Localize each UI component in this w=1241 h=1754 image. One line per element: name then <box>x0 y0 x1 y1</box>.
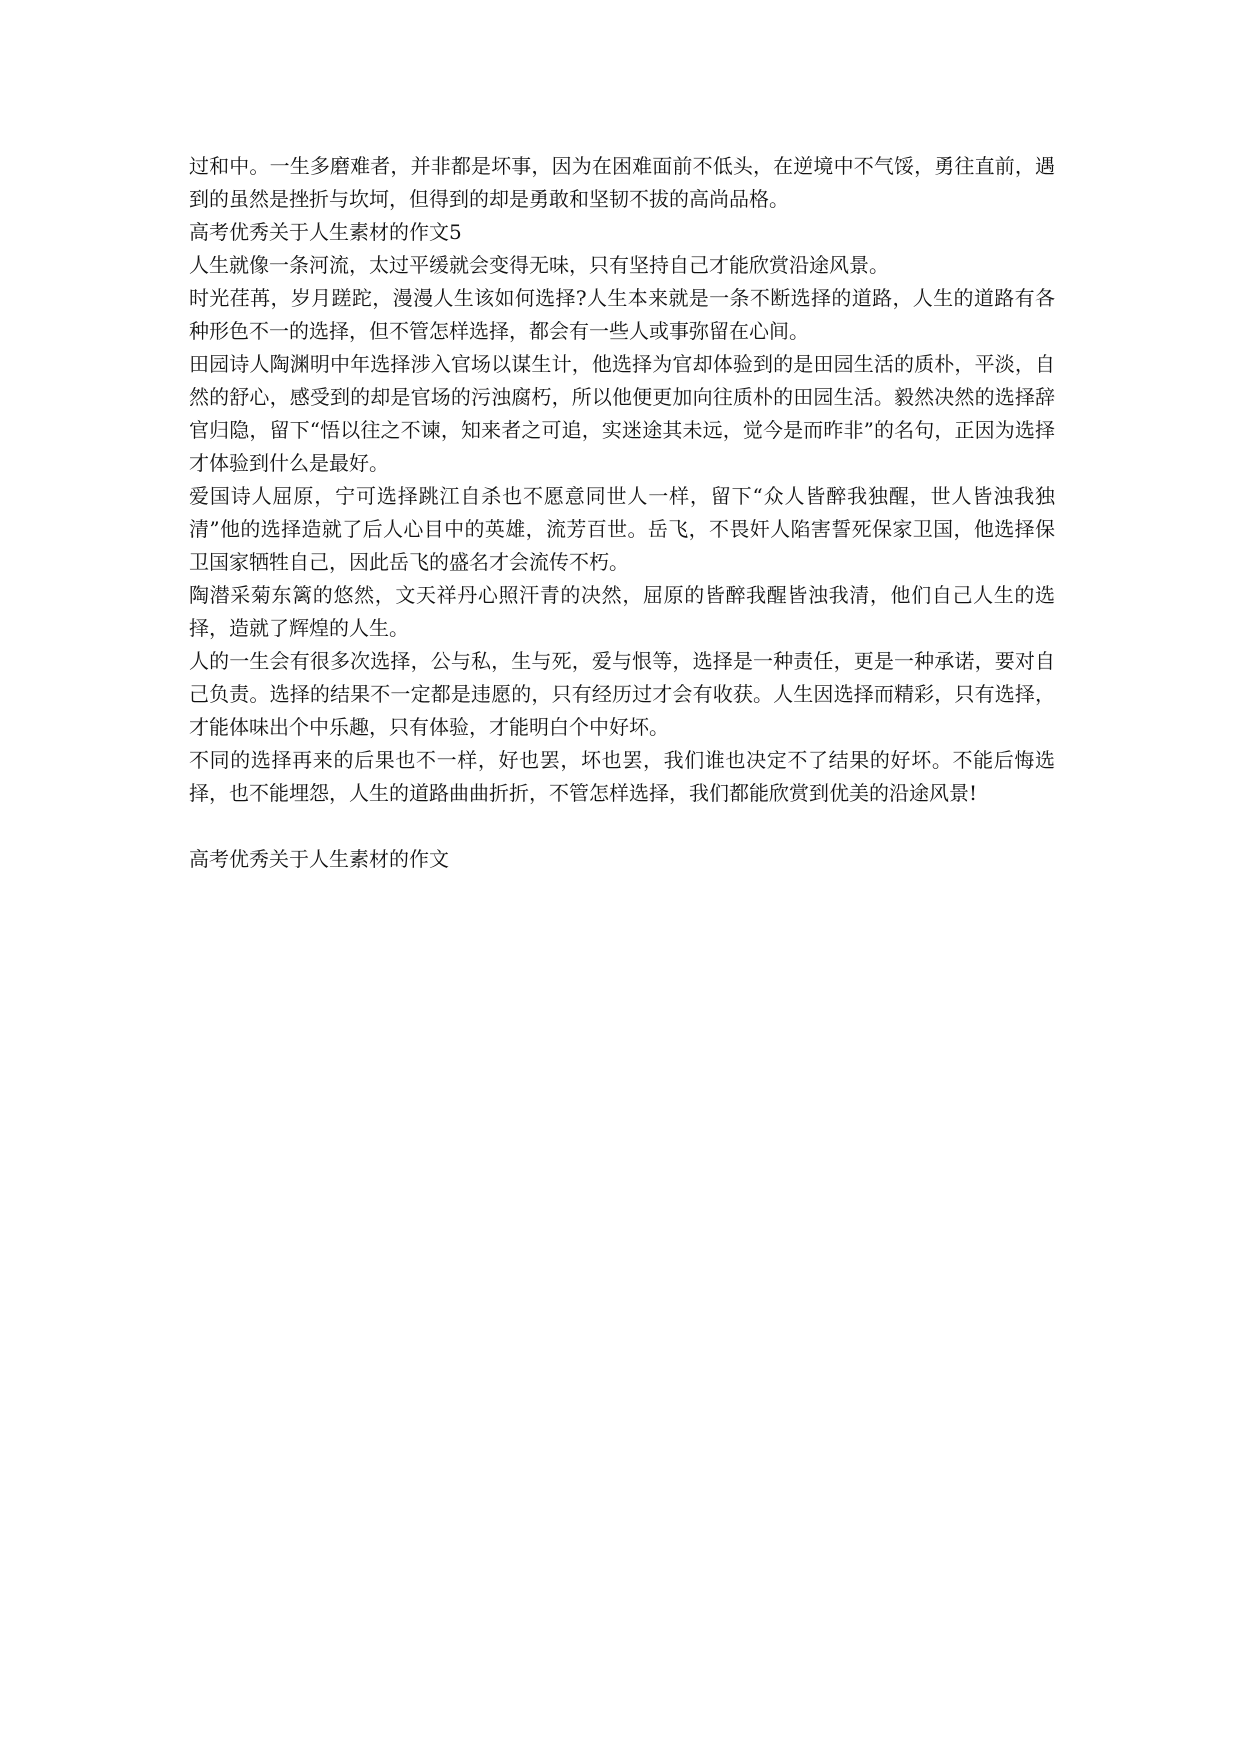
paragraph-intro: 过和中。一生多磨难者，并非都是坏事，因为在困难面前不低头，在逆境中不气馁，勇往直前，遇到的虽然是挫折与坎坷，但得到的却是勇敢和坚韧不拔的高尚品格。 <box>189 154 1055 211</box>
document-body <box>189 150 1055 876</box>
closing-title: 高考优秀关于人生素材的作文 <box>189 847 449 871</box>
section-heading: 高考优秀关于人生素材的作文5 <box>189 220 462 244</box>
paragraph: 田园诗人陶渊明中年选择涉入官场以谋生计，他选择为官却体验到的是田园生活的质朴，平淡，自然的舒心，感受到的却是官场的污浊腐朽，所以他便更加向往质朴的田园生活。毅然决然的选择辞官归隐，留下“悟以往之不谏，知来者之可追，实迷途其未远，觉今是而昨非”的名句，正因为选择才体验到什么是最好。 <box>189 352 1055 475</box>
paragraph: 爱国诗人屈原，宁可选择跳江自杀也不愿意同世人一样，留下“众人皆醉我独醒，世人皆浊我独清”他的选择造就了后人心目中的英雄，流芳百世。岳飞，不畏奸人陷害誓死保家卫国，他选择保卫国家牺牲自己，因此岳飞的盛名才会流传不朽。 <box>189 484 1055 574</box>
paragraph: 时光荏苒，岁月蹉跎，漫漫人生该如何选择?人生本来就是一条不断选择的道路，人生的道路有各种形色不一的选择，但不管怎样选择，都会有一些人或事弥留在心间。 <box>189 286 1055 343</box>
paragraph: 陶潜采菊东篱的悠然，文天祥丹心照汗青的决然，屈原的皆醉我醒皆浊我清，他们自己人生的选择，造就了辉煌的人生。 <box>189 583 1055 640</box>
paragraph: 不同的选择再来的后果也不一样，好也罢，坏也罢，我们谁也决定不了结果的好坏。不能后悔选择，也不能埋怨，人生的道路曲曲折折，不管怎样选择，我们都能欣赏到优美的沿途风景! <box>189 748 1055 805</box>
paragraph: 人生就像一条河流，太过平缓就会变得无味，只有坚持自己才能欣赏沿途风景。 <box>189 253 889 277</box>
paragraph: 人的一生会有很多次选择，公与私，生与死，爱与恨等，选择是一种责任，更是一种承诺，要对自己负责。选择的结果不一定都是违愿的，只有经历过才会有收获。人生因选择而精彩，只有选择，才能体味出个中乐趣，只有体验，才能明白个中好坏。 <box>189 649 1055 739</box>
